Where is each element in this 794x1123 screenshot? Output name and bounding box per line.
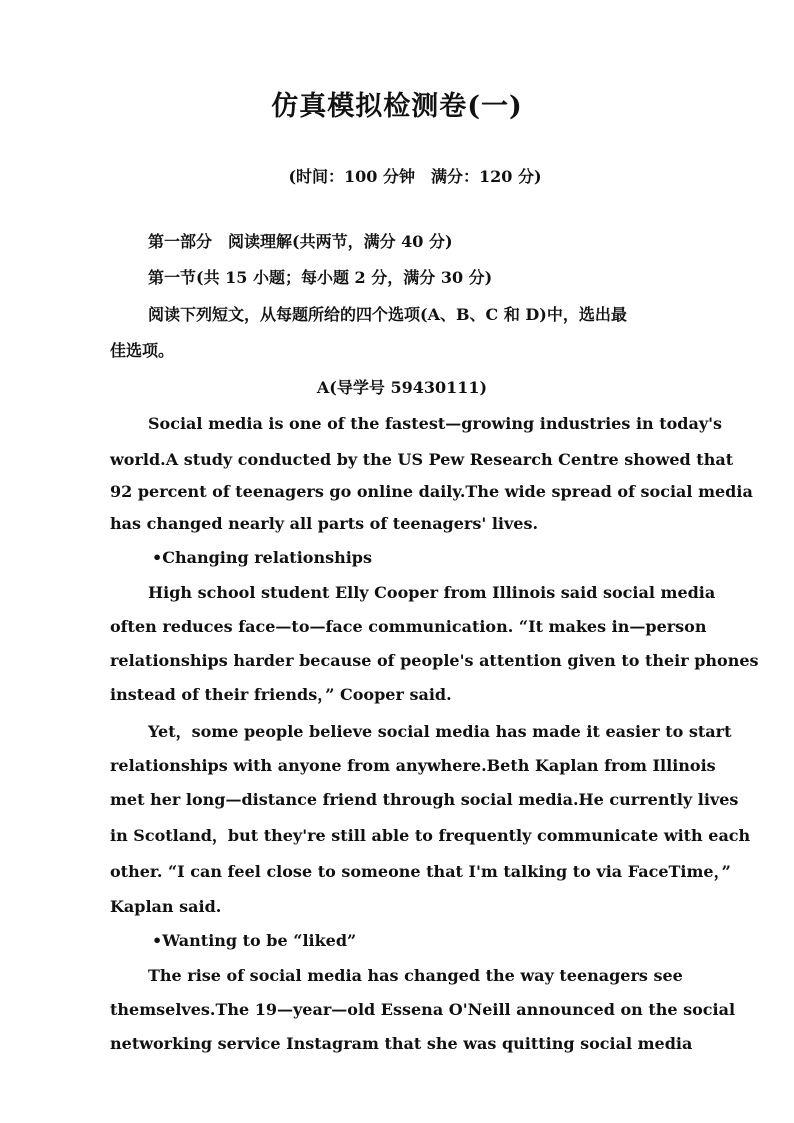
paragraph-line: 92 percent of teenagers go online daily.The wide spread of social media: [110, 482, 753, 501]
section-heading: 第一节(共 15 小题；每小题 2 分，满分 30 分): [148, 268, 493, 287]
paragraph-line: High school student Elly Cooper from Illinois said social media: [148, 583, 716, 602]
paragraph-line: other. “I can feel close to someone that I'm talking to via FaceTime，”: [110, 862, 731, 881]
part-heading: 第一部分 阅读理解(共两节，满分 40 分): [148, 232, 453, 251]
paragraph-line: often reduces face—to—face communication. “It makes in—person: [110, 617, 707, 636]
paragraph-line: themselves.The 19—year—old Essena O'Neill announced on the social: [110, 1000, 736, 1019]
instructions-line: 阅读下列短文，从每题所给的四个选项(A、B、C 和 D)中，选出最: [148, 305, 627, 324]
page-title: 仿真模拟检测卷(一): [271, 91, 523, 122]
paragraph-line: relationships with anyone from anywhere.Beth Kaplan from Illinois: [110, 756, 716, 775]
instructions-line: 佳选项。: [110, 341, 175, 360]
passage-label: A(导学号 59430111): [316, 378, 488, 397]
paragraph-line: Kaplan said.: [110, 897, 222, 916]
bullet-heading: •Changing relationships: [152, 548, 372, 567]
paragraph-line: has changed nearly all parts of teenagers' lives.: [110, 514, 539, 533]
paragraph-line: in Scotland，but they're still able to frequently communicate with each: [110, 826, 751, 845]
paragraph-line: met her long—distance friend through social media.He currently lives: [110, 790, 739, 809]
exam-time-and-score: (时间：100 分钟 满分：120 分): [288, 167, 542, 186]
paragraph-line: instead of their friends，” Cooper said.: [110, 685, 452, 704]
paragraph-line: Yet，some people believe social media has made it easier to start: [148, 722, 732, 741]
paragraph-line: Social media is one of the fastest—growing industries in today's: [148, 414, 723, 433]
bullet-heading: •Wanting to be “liked”: [152, 931, 357, 950]
paragraph-line: networking service Instagram that she was quitting social media: [110, 1034, 693, 1053]
paragraph-line: world.A study conducted by the US Pew Research Centre showed that: [110, 450, 734, 469]
paragraph-line: relationships harder because of people's attention given to their phones: [110, 651, 759, 670]
paragraph-line: The rise of social media has changed the way teenagers see: [148, 966, 683, 985]
